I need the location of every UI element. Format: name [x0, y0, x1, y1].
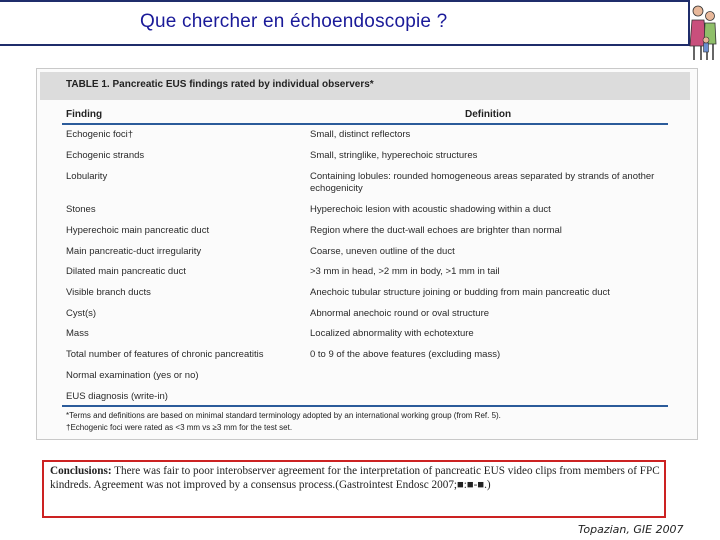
table-row-finding: Hyperechoic main pancreatic duct — [66, 225, 210, 236]
table-row-definition: Region where the duct-wall echoes are brighter than normal — [310, 225, 562, 236]
table-row-finding: Main pancreatic-duct irregularity — [66, 246, 202, 257]
table-top-rule — [62, 123, 668, 125]
table-row-definition: Anechoic tubular structure joining or budding from main pancreatic duct — [310, 287, 610, 298]
table-row-finding: Visible branch ducts — [66, 287, 151, 298]
table-row-finding: Dilated main pancreatic duct — [66, 266, 186, 277]
family-figures-icon — [688, 2, 718, 64]
table-row-finding: Stones — [66, 204, 96, 215]
table-row-finding: Echogenic strands — [66, 150, 145, 161]
table-row-finding: Normal examination (yes or no) — [66, 370, 199, 381]
slide-title: Que chercher en échoendoscopie ? — [140, 11, 448, 32]
table-row-finding: Lobularity — [66, 171, 108, 182]
table-footnote: *Terms and definitions are based on minimal standard terminology adopted by an international working group (from Ref. 5). — [66, 411, 501, 420]
table-row-definition: Localized abnormality with echotexture — [310, 328, 474, 339]
table-row-finding: Cyst(s) — [66, 308, 97, 319]
table-row-definition: Containing lobules: rounded homogeneous areas separated by strands of another echogenicity — [310, 171, 655, 194]
table-footnote: †Echogenic foci were rated as <3 mm vs ≥3 mm for the test set. — [66, 423, 293, 432]
table-row-finding: Mass — [66, 328, 89, 339]
table-row-finding: EUS diagnosis (write-in) — [66, 391, 168, 402]
table-row-definition: 0 to 9 of the above features (excluding mass) — [310, 349, 501, 360]
citation: Topazian, GIE 2007 — [578, 523, 684, 536]
table-row-definition: Abnormal anechoic round or oval structure — [310, 308, 490, 319]
conclusion-paragraph — [50, 465, 660, 492]
table-row-definition: Coarse, uneven outline of the duct — [310, 246, 455, 257]
title-bar — [0, 0, 690, 46]
conclusion-lead: Conclusions: — [50, 465, 112, 477]
conclusion-body: There was fair to poor interobserver agreement for the interpretation of pancreatic EUS video clips from members of FPC kindreds. Agreement was not improved by a consensus process.(Gastrointest Endosc 2007;■:■-■.) — [50, 465, 660, 491]
column-header-definition: Definition — [465, 109, 512, 120]
column-header-finding: Finding — [66, 109, 103, 120]
table-row-finding: Total number of features of chronic pancreatitis — [66, 349, 264, 360]
table-row-definition: Small, stringlike, hyperechoic structures — [310, 150, 478, 161]
table-row-definition: >3 mm in head, >2 mm in body, >1 mm in tail — [310, 266, 500, 277]
table-caption: TABLE 1. Pancreatic EUS findings rated by individual observers* — [66, 79, 374, 90]
table-row-definition: Hyperechoic lesion with acoustic shadowing within a duct — [310, 204, 551, 215]
table-bottom-rule — [62, 405, 668, 407]
table-row-definition: Small, distinct reflectors — [310, 129, 411, 140]
table-row-finding: Echogenic foci† — [66, 129, 134, 140]
